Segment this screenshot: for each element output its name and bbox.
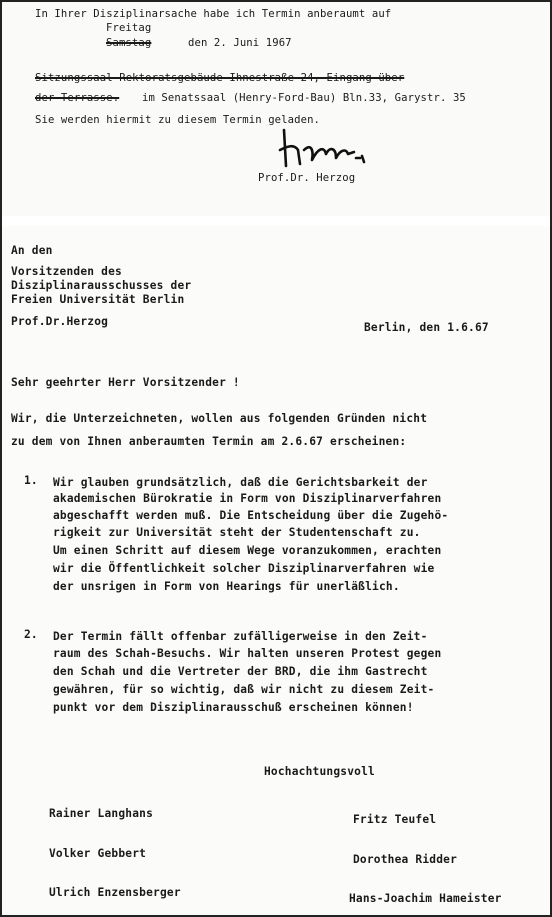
notice-sender: Prof.Dr. Herzog [258, 172, 356, 184]
notice-line1: In Ihrer Disziplinarsache habe ich Termin anberaumt auf [35, 8, 392, 20]
point-line: gewähren, für so wichtig, daß wir nicht zu diesem Zeit- [53, 683, 435, 696]
point-line: der unsrigen in Form von Hearings für unerläßlich. [53, 580, 400, 593]
signatory-left: Rainer Langhans [49, 807, 154, 820]
notice-location: im Senatssaal (Henry-Ford-Bau) Bln.33, Garystr. 35 [142, 92, 466, 104]
signatory-left: Ulrich Enzensberger [49, 886, 181, 899]
address-line: Prof.Dr.Herzog [11, 315, 109, 328]
notice-date: den 2. Juni 1967 [188, 37, 292, 49]
signatory-left: Volker Gebbert [49, 847, 147, 860]
point-line: akademischen Bürokratie in Form von Disziplinarverfahren [53, 492, 442, 505]
signatory-right: Hans-Joachim Hameister [349, 892, 502, 905]
reply-letter [2, 226, 550, 915]
point-line: raum des Schah-Besuchs. Wir halten unseren Protest gegen [53, 647, 442, 660]
place-date: Berlin, den 1.6.67 [364, 321, 489, 334]
point-line: Wir glauben grundsätzlich, daß die Gerichtsbarkeit der [53, 476, 428, 489]
notice-struck-location-line2: der Terrasse. [35, 92, 120, 104]
herzog-signature [274, 126, 374, 172]
point-line: abgeschafft werden muß. Die Entscheidung über die Zugehö- [53, 509, 449, 522]
signatory-right: Fritz Teufel [353, 813, 437, 826]
summons-notice [2, 2, 550, 216]
intro-line: Wir, die Unterzeichneten, wollen aus folgenden Gründen nicht [11, 412, 428, 425]
point-line: Der Termin fällt offenbar zufälligerweise in den Zeit- [53, 630, 428, 643]
point-number: 1. [24, 474, 38, 487]
point-line: rigkeit zur Universität steht der Studentenschaft zu. [53, 526, 421, 539]
notice-insert-day: Freitag [106, 22, 152, 34]
point-number: 2. [24, 628, 38, 641]
point-line: den Schah und die Vertreter der BRD, die ihm Gastrecht [53, 665, 428, 678]
point-line: Um einen Schritt auf diesem Wege voranzukommen, erachten [53, 544, 442, 557]
address-line: An den [11, 244, 53, 257]
intro-line: zu dem von Ihnen anberaumten Termin am 2.6.67 erscheinen: [11, 435, 407, 448]
section-divider [2, 216, 550, 226]
notice-summons: Sie werden hiermit zu diesem Termin geladen. [35, 114, 321, 126]
address-line: Disziplinarausschusses der [11, 279, 192, 292]
signatory-right: Dorothea Ridder [353, 853, 458, 866]
notice-struck-location-line1: Sitzungssaal Rektoratsgebäude Ihnestraße 24, Eingang über [35, 72, 405, 84]
address-line: Freien Universität Berlin [11, 293, 185, 306]
point-line: wir die Öffentlichkeit solcher Disziplinarverfahren wie [53, 562, 435, 575]
point-line: punkt vor dem Disziplinarausschuß erscheinen können! [53, 701, 414, 714]
closing: Hochachtungsvoll [264, 765, 375, 778]
address-line: Vorsitzenden des [11, 265, 122, 278]
salutation: Sehr geehrter Herr Vorsitzender ! [11, 376, 240, 389]
notice-struck-word: Samstag [106, 37, 152, 49]
